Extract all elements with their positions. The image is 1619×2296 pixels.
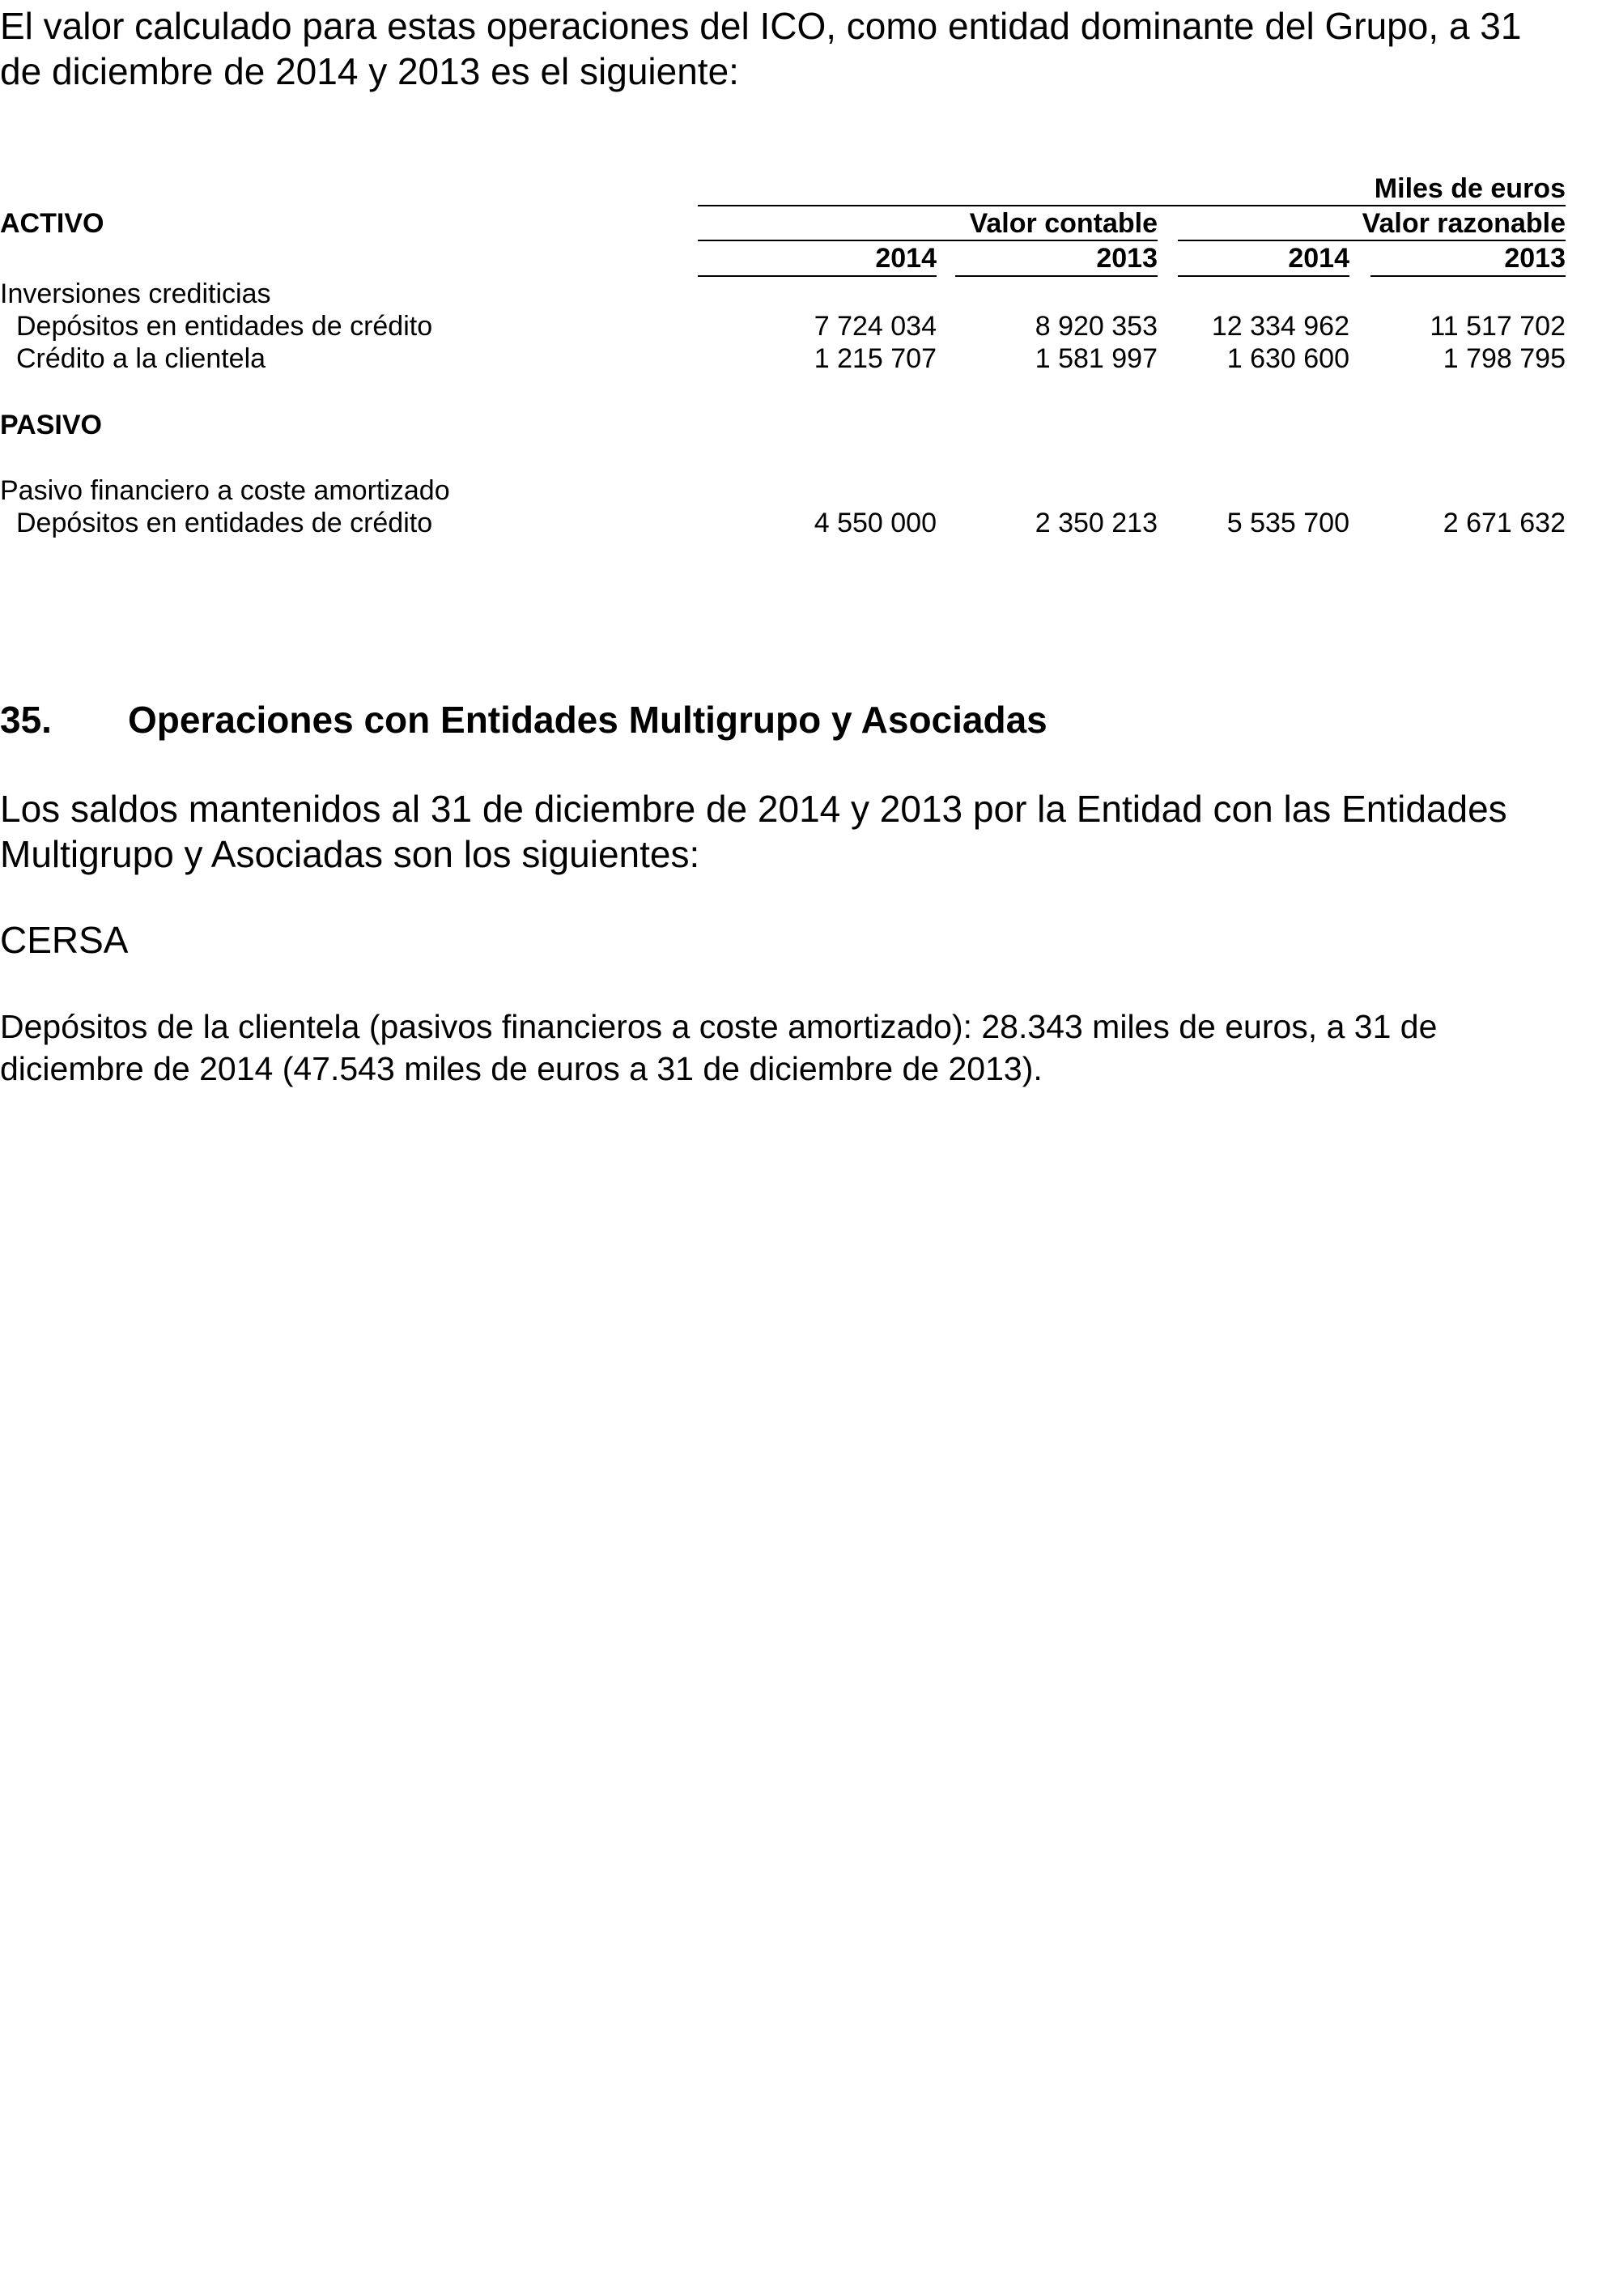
- entity-name: CERSA: [0, 919, 129, 961]
- section-title: Operaciones con Entidades Multigrupo y Asociadas: [128, 699, 1047, 741]
- section-paragraph-line-1: Los saldos mantenidos al 31 de diciembre de 2014 y 2013 por la Entidad con las Entidades: [0, 788, 1507, 830]
- table-cell: 8 920 353: [1035, 311, 1158, 342]
- header-year-3: 2014: [1288, 243, 1349, 274]
- header-year-4: 2013: [1504, 243, 1566, 274]
- group-label-pasivo-financiero: Pasivo financiero a coste amortizado: [0, 475, 450, 506]
- table-cell: 2 671 632: [1443, 508, 1566, 538]
- table-cell: 1 581 997: [1035, 343, 1158, 374]
- detail-line-1: Depósitos de la clientela (pasivos financieros a coste amortizado): 28.343 miles de euros, a 31 de: [0, 1008, 1438, 1045]
- section-paragraph: [0, 786, 1619, 877]
- rule-valor-contable: [698, 240, 1158, 241]
- section-number: 35.: [0, 699, 52, 741]
- header-year-1: 2014: [875, 243, 937, 274]
- row-label: Crédito a la clientela: [16, 343, 266, 374]
- rule-year-4: [1370, 275, 1566, 277]
- table-cell: 11 517 702: [1430, 311, 1566, 342]
- row-label: Depósitos en entidades de crédito: [16, 508, 433, 538]
- table-cell: 12 334 962: [1211, 311, 1349, 342]
- financial-table: [0, 0, 1619, 567]
- table-cell: 1 630 600: [1226, 343, 1349, 374]
- table-cell: 4 550 000: [814, 508, 937, 538]
- section-paragraph-line-2: Multigrupo y Asociadas son los siguientes:: [0, 833, 700, 875]
- rule-unit: [698, 205, 1566, 206]
- group-label-inversiones: Inversiones crediticias: [0, 278, 271, 309]
- table-cell: 5 535 700: [1226, 508, 1349, 538]
- unit-header: Miles de euros: [1374, 173, 1566, 204]
- detail-paragraph: [0, 1006, 1619, 1090]
- header-valor-contable: Valor contable: [969, 208, 1158, 239]
- activo-label: ACTIVO: [0, 208, 104, 239]
- table-cell: 1 215 707: [814, 343, 937, 374]
- table-cell: 7 724 034: [814, 311, 937, 342]
- header-valor-razonable: Valor razonable: [1362, 208, 1566, 239]
- header-year-2: 2013: [1096, 243, 1158, 274]
- detail-line-2: diciembre de 2014 (47.543 miles de euros a 31 de diciembre de 2013).: [0, 1050, 1043, 1087]
- rule-valor-razonable: [1178, 240, 1566, 241]
- rule-year-2: [955, 275, 1158, 277]
- intro-line-1: El valor calculado para estas operaciones del ICO, como entidad dominante del Grupo, a 31: [0, 5, 1522, 47]
- table-cell: 2 350 213: [1035, 508, 1158, 538]
- rule-year-1: [698, 275, 937, 277]
- table-cell: 1 798 795: [1443, 343, 1566, 374]
- rule-year-3: [1178, 275, 1349, 277]
- intro-line-2: de diciembre de 2014 y 2013 es el siguiente:: [0, 50, 739, 92]
- row-label: Depósitos en entidades de crédito: [16, 311, 433, 342]
- pasivo-label: PASIVO: [0, 410, 102, 440]
